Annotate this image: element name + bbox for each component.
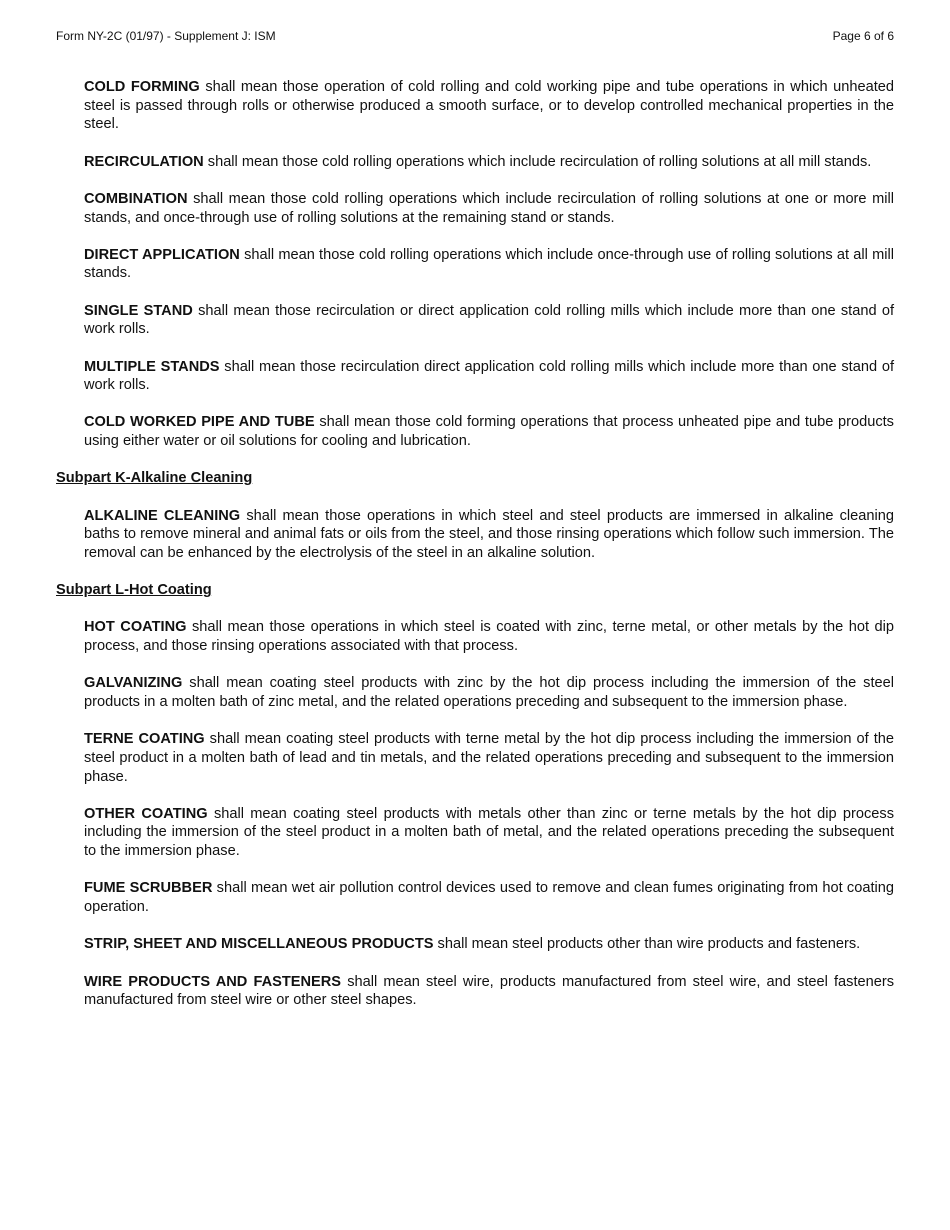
definition-text: shall mean those cold rolling operations which include once-through use of rolling solutions at all mill stands. <box>84 246 894 282</box>
definition-term: MULTIPLE STANDS <box>84 358 220 375</box>
page-number: Page 6 of 6 <box>832 29 894 43</box>
definition-text: shall mean coating steel products with zinc by the hot dip process including the immersion of the steel products in a molten bath of zinc metal, and the related operations preceding and subsequent to the immersion phase. <box>84 675 894 710</box>
definition-text: shall mean those operations in which steel and steel products are immersed in alkaline cleaning baths to remove mineral and animal fats or oils from the steel, and those rinsing operations which follow such immersion. The removal can be enhanced by the electrolysis of the steel in an alkaline solution. <box>84 507 894 561</box>
definition-alkaline-cleaning <box>84 507 894 563</box>
definition-term: TERNE COATING <box>84 731 205 748</box>
definition-text: shall mean those cold rolling operations which include recirculation of rolling solutions at one or more mill stands, and once-through use of rolling solutions at the remaining stand or stands. <box>84 190 894 226</box>
definition-term: FUME SCRUBBER <box>84 880 213 897</box>
definition-wire-products-and-fasteners <box>84 973 894 1010</box>
definition-term: COLD FORMING <box>84 79 200 95</box>
definition-multiple-stands <box>84 358 894 395</box>
definition-cold-forming <box>84 78 894 134</box>
document-body <box>56 78 894 1028</box>
definition-text: shall mean those recirculation direct application cold rolling mills which include more than one stand of work rolls. <box>84 358 894 394</box>
definition-text: shall mean wet air pollution control devices used to remove and clean fumes originating from hot coating operation. <box>84 880 894 916</box>
definition-term: COLD WORKED PIPE AND TUBE <box>84 414 315 431</box>
definition-recirculation <box>84 153 894 172</box>
definition-text: shall mean those cold forming operations that process unheated pipe and tube products using either water or oil solutions for cooling and lubrication. <box>84 414 894 450</box>
definition-fume-scrubber <box>84 879 894 916</box>
definition-term: ALKALINE CLEANING <box>84 507 241 524</box>
definition-combination <box>84 190 894 227</box>
definition-term: STRIP, SHEET AND MISCELLANEOUS PRODUCTS <box>84 936 434 953</box>
definition-text: shall mean those operations in which steel is coated with zinc, terne metal, or other metals by the hot dip process, and those rinsing operations associated with that process. <box>84 619 894 655</box>
definition-text: shall mean steel products other than wire products and fasteners. <box>437 936 861 953</box>
definition-text: shall mean coating steel products with terne metal by the hot dip process including the immersion of the steel product in a molten bath of lead and tin metals, and the related operations preceding and subsequent to the immersion phase. <box>84 731 894 785</box>
definition-strip-sheet-misc-products <box>84 935 894 954</box>
definition-term: DIRECT APPLICATION <box>84 246 240 263</box>
definition-text: shall mean those operation of cold rolling and cold working pipe and tube operations in which unheated steel is passed through rolls or otherwise produced a smooth surface, or to develop controlled mechanical properties in the steel. <box>84 79 894 133</box>
definition-term: HOT COATING <box>84 619 187 636</box>
definition-term: OTHER COATING <box>84 805 208 822</box>
page-header <box>56 28 894 44</box>
section-heading-subpart-k: Subpart K-Alkaline Cleaning <box>56 470 253 487</box>
definition-direct-application <box>84 246 894 283</box>
definition-text: shall mean coating steel products with metals other than zinc or terne metals by the hot dip process including the immersion of the steel product in a molten bath of metal, and the related operations preceding the subsequent to the immersion phase. <box>84 805 895 860</box>
definition-term: RECIRCULATION <box>84 153 204 170</box>
definition-term: SINGLE STAND <box>84 302 193 319</box>
definition-other-coating <box>84 805 894 861</box>
definition-text: shall mean steel wire, products manufactured from steel wire, and steel fasteners manufactured from steel wire or other steel shapes. <box>84 973 895 1009</box>
definition-term: WIRE PRODUCTS AND FASTENERS <box>84 973 342 990</box>
definition-hot-coating <box>84 618 894 655</box>
form-title: Form NY-2C (01/97) - Supplement J: ISM <box>56 29 276 43</box>
definition-text: shall mean those cold rolling operations which include recirculation of rolling solutions at all mill stands. <box>207 153 872 170</box>
definition-cold-worked-pipe-and-tube <box>84 413 894 450</box>
definition-text: shall mean those recirculation or direct application cold rolling mills which include more than one stand of work rolls. <box>84 302 894 338</box>
definition-terne-coating <box>84 730 894 786</box>
definition-term: COMBINATION <box>84 190 188 207</box>
definition-term: GALVANIZING <box>84 675 183 692</box>
definition-single-stand <box>84 302 894 339</box>
section-heading-subpart-l: Subpart L-Hot Coating <box>56 582 212 599</box>
definition-galvanizing <box>84 674 894 711</box>
